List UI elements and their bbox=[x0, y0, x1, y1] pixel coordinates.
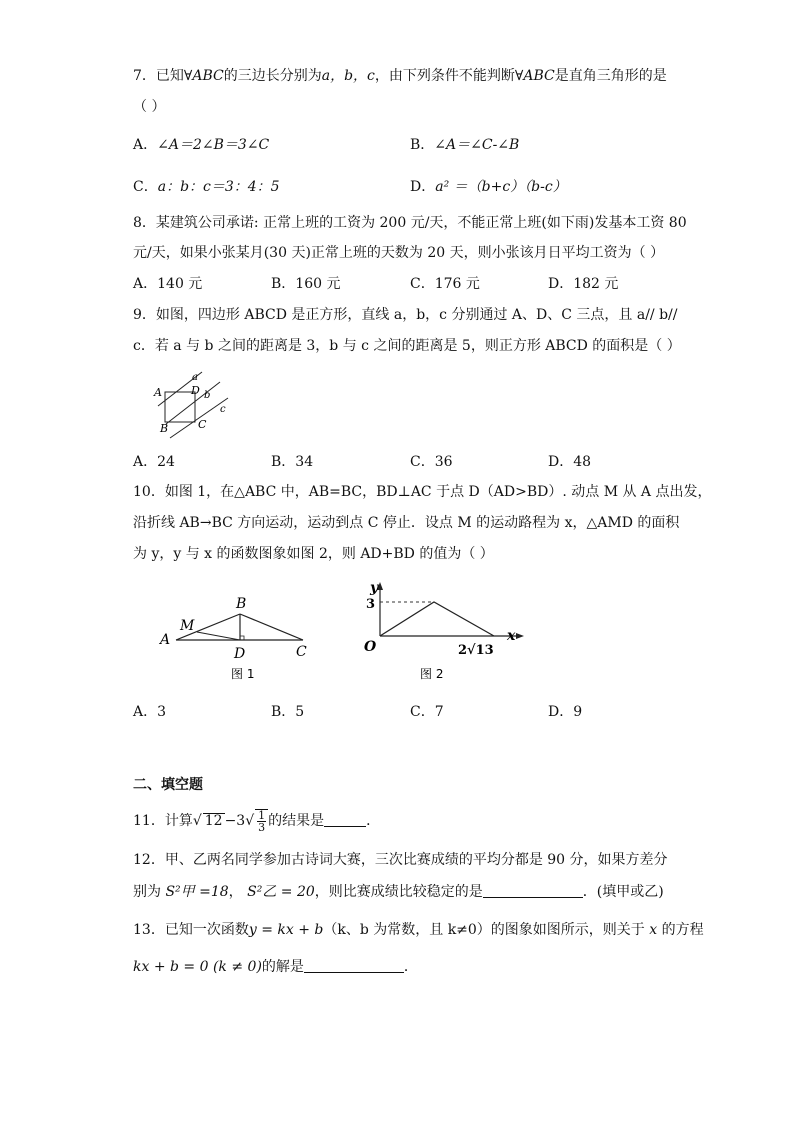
q8-line2: 元/天，如果小张某月(30 天)正常上班的天数为 20 天，则小张该月日平均工资为（ ） bbox=[133, 245, 665, 261]
fig1-caption: 图 1 bbox=[231, 667, 255, 681]
fig2-label-x: x bbox=[507, 628, 516, 644]
fig1-label-b: B bbox=[236, 596, 247, 612]
fig2-label-end: 2√13 bbox=[458, 643, 494, 658]
fig1-label-c: C bbox=[296, 644, 307, 660]
q7-option-a[interactable]: A．∠A＝2∠B＝3∠C bbox=[133, 137, 270, 153]
q7-option-d[interactable]: D．a² ＝（b+c）（b-c） bbox=[410, 179, 567, 195]
fig2-label-3: 3 bbox=[366, 597, 376, 612]
q9-option-c[interactable]: C．36 bbox=[410, 454, 453, 470]
q9-line2: c．若 a 与 b 之间的距离是 3，b 与 c 之间的距离是 5，则正方形 ABCD 的面积是（ ） bbox=[133, 338, 681, 354]
q9-label-d: D bbox=[191, 384, 200, 397]
q12-line2: 别为 S²甲 =18， S²乙 = 20，则比赛成绩比较稳定的是 ．(填甲或乙) bbox=[133, 884, 664, 900]
q9-label-c: C bbox=[198, 418, 207, 431]
q9-label-line-b: b bbox=[204, 390, 211, 401]
q13-line1: 13．已知一次函数y = kx + b（k、b 为常数，且 k≠0）的图象如图所示，则关于 x 的方程 bbox=[133, 922, 704, 938]
q10-option-d[interactable]: D．9 bbox=[548, 704, 583, 720]
q9-label-a: A bbox=[154, 386, 162, 399]
q10-option-b[interactable]: B．5 bbox=[271, 704, 305, 720]
q9-line1: 9．如图，四边形 ABCD 是正方形，直线 a，b，c 分别通过 A、D、C 三点，且 a// b// bbox=[133, 307, 678, 323]
q10-line2: 沿折线 AB→BC 方向运动，运动到点 C 停止．设点 M 的运动路程为 x，△AMD 的面积 bbox=[133, 515, 680, 531]
q8-option-a[interactable]: A．140 元 bbox=[133, 276, 203, 292]
q13-line2: kx + b = 0 (k ≠ 0)的解是 ． bbox=[133, 959, 418, 975]
fig2-label-origin: O bbox=[364, 639, 377, 655]
q10-line3: 为 y，y 与 x 的函数图象如图 2，则 AD+BD 的值为（ ） bbox=[133, 546, 494, 562]
q9-label-line-c: c bbox=[220, 404, 226, 415]
q11-answer-blank[interactable] bbox=[324, 812, 366, 827]
q8-option-d[interactable]: D．182 元 bbox=[548, 276, 619, 292]
q9-option-d[interactable]: D．48 bbox=[548, 454, 592, 470]
q9-option-a[interactable]: A．24 bbox=[133, 454, 175, 470]
q10-option-c[interactable]: C．7 bbox=[410, 704, 444, 720]
fig1-side-bc bbox=[240, 614, 303, 640]
q8-option-b[interactable]: B．160 元 bbox=[271, 276, 341, 292]
q11-fraction: $\frac{1}{3}$ bbox=[258, 808, 266, 834]
fig2-graph bbox=[380, 602, 494, 636]
fig1-segment-md bbox=[197, 632, 240, 640]
q9-figure bbox=[140, 368, 240, 440]
q12-answer-blank[interactable] bbox=[483, 883, 583, 898]
q7-paren: （ ） bbox=[133, 99, 166, 115]
q10-figure-1 bbox=[150, 590, 320, 682]
q7-line1: 7．已知∀ABC的三边长分别为a，b，c，由下列条件不能判断∀ABC是直角三角形的是 bbox=[133, 68, 667, 84]
fig2-caption: 图 2 bbox=[420, 667, 444, 681]
q11-line: 11．计算√ 12 −3√ $\frac{1}{3}$ 的结果是 ． bbox=[133, 808, 381, 834]
q9-label-line-a: a bbox=[192, 372, 198, 383]
q9-label-b: B bbox=[160, 422, 169, 435]
q8-option-c[interactable]: C．176 元 bbox=[410, 276, 480, 292]
fig1-label-a: A bbox=[160, 632, 171, 648]
q7-option-b[interactable]: B．∠A＝∠C-∠B bbox=[410, 137, 520, 153]
q12-line1: 12．甲、乙两名同学参加古诗词大赛，三次比赛成绩的平均分都是 90 分，如果方差分 bbox=[133, 852, 668, 868]
q10-line1: 10．如图 1，在△ABC 中，AB=BC，BD⊥AC 于点 D（AD>BD）. 动点 M 从 A 点出发， bbox=[133, 484, 712, 500]
fig2-x-arrow bbox=[516, 633, 524, 639]
q10-figure-2 bbox=[356, 578, 536, 682]
q9-option-b[interactable]: B．34 bbox=[271, 454, 314, 470]
q11-radicand-12: 12 bbox=[204, 813, 223, 829]
q10-option-a[interactable]: A．3 bbox=[133, 704, 167, 720]
fig2-label-y: y bbox=[370, 580, 379, 596]
fig1-label-m: M bbox=[180, 618, 195, 634]
q13-answer-blank[interactable] bbox=[304, 958, 404, 973]
section-heading-fill-in: 二、填空题 bbox=[133, 777, 203, 793]
q7-option-c[interactable]: C．a：b：c＝3：4：5 bbox=[133, 179, 280, 195]
fig1-label-d: D bbox=[234, 646, 246, 662]
q8-line1: 8．某建筑公司承诺: 正常上班的工资为 200 元/天，不能正常上班(如下雨)发基本工资 80 bbox=[133, 215, 687, 231]
